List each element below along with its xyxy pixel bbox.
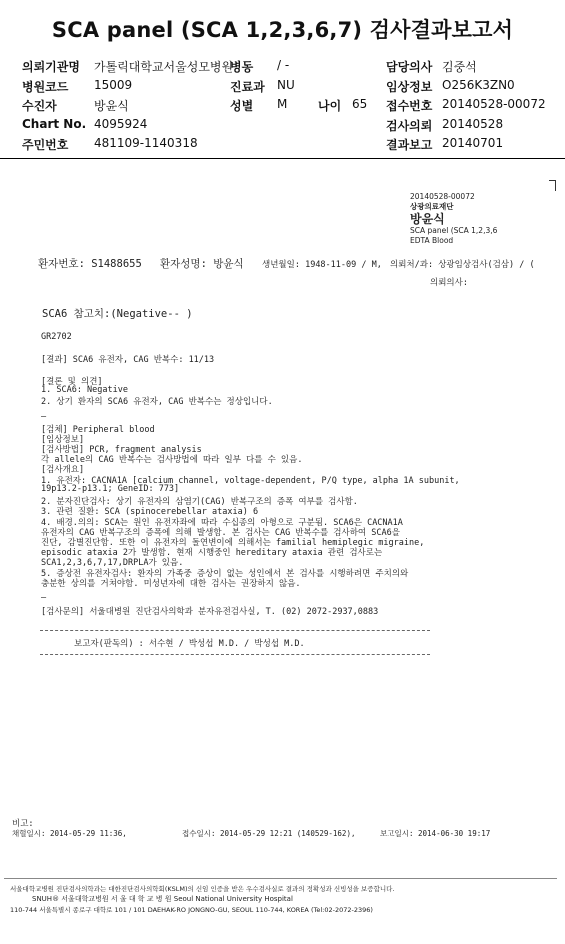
rrn-value: 481109-1140318	[94, 136, 198, 150]
patient-label: 수진자	[22, 99, 57, 113]
body-line: 2. 상기 환자의 SCA6 유전자, CAG 반복수는 정상입니다.	[41, 397, 273, 407]
sticker-name: 방윤식	[410, 212, 445, 226]
body-line: [검사문의] 서울대병원 진단검사의학과 분자유전검사실, T. (02) 2072-2937,0883	[41, 607, 379, 617]
receipt-time: 접수일시: 2014-05-29 12:21 (140529-162),	[182, 829, 356, 838]
report-date-value: 20140701	[442, 136, 504, 150]
accreditation-notice: 서울대학교병원 진단검사의학과는 대한진단검사의학회(KSLM)의 신임 인증을 받은 우수검사실로 결과의 정확성과 신빙성을 보증합니다.	[10, 885, 395, 893]
age-label: 나이	[318, 99, 342, 113]
reporter-bottom-rule	[40, 654, 430, 655]
header-divider	[0, 158, 565, 159]
report-time: 보고일시: 2014-06-30 19:17	[380, 829, 491, 838]
body-line: 2. 분자진단검사: 상기 유전자의 삼염기(CAG) 반복구조의 증폭 여부를 검사함.	[41, 497, 358, 507]
body-line: 충분한 상의를 거쳐야함. 미성년자에 대한 검사는 권장하지 않음.	[41, 579, 301, 589]
referring-org-label: 의뢰기관명	[22, 60, 80, 74]
patient-no: 환자번호: S1488655	[38, 258, 142, 270]
body-line: 3. 관련 질환: SCA (spinocerebellar ataxia) 6	[41, 507, 259, 517]
hospital-name-line: SNUH® 서울대학교병원 서 울 대 학 교 병 원 Seoul National University Hospital	[32, 895, 293, 903]
body-line: —	[41, 593, 47, 603]
gr-code: GR2702	[41, 332, 72, 342]
body-line: [임상정보]	[41, 435, 85, 445]
body-line: 19p13.2-p13.1; GeneID: 773]	[41, 484, 180, 494]
body-line: —	[41, 412, 47, 422]
body-line: SCA1,2,3,6,7,17,DRPLA가 있음.	[41, 558, 184, 568]
sex-label: 성별	[230, 99, 254, 113]
ward-value: / -	[277, 58, 290, 72]
scanned-report-image	[4, 172, 557, 940]
body-line: 각 allele의 CAG 반복수는 검사방법에 따라 일부 다를 수 있음.	[41, 455, 303, 465]
sticker-org: 상광의료재단	[410, 202, 454, 211]
age-value: 65	[352, 97, 368, 111]
body-line: 1. SCA6: Negative	[41, 385, 128, 395]
scan-corner-mark	[549, 180, 556, 191]
clinical-info-label: 임상정보	[386, 80, 433, 94]
body-line: 5. 증상전 유전자검사: 환자의 가족중 증상이 없는 성인에서 본 검사를 시행하려면 주치의와	[41, 569, 409, 579]
remark-label: 비고:	[12, 819, 34, 829]
sticker-accession: 20140528-00072	[410, 192, 475, 201]
body-line: [결론 및 의견]	[41, 377, 103, 387]
body-line: 4. 배경.의의: SCA는 원인 유전자좌에 따라 수십종의 아형으로 구분됨. SCA6은 CACNA1A	[41, 518, 403, 528]
sticker-test: SCA panel (SCA 1,2,3,6	[410, 226, 498, 235]
dept-label: 진료과	[230, 80, 265, 94]
body-line: [검체] Peripheral blood	[41, 425, 155, 435]
body-line: [검사개요]	[41, 465, 85, 475]
patient-name: 환자성명: 방윤식	[160, 258, 244, 270]
referring-org: 의뢰처/과: 상광임상검사(검삼) / (	[390, 260, 535, 270]
hospital-code-value: 15009	[94, 78, 133, 92]
hospital-code-label: 병원코드	[22, 80, 69, 94]
patient-dob: 생년월일: 1948-11-09 / M,	[262, 260, 382, 270]
accession-label: 접수번호	[386, 99, 433, 113]
body-line: episodic ataxia 2가 발생함. 현재 시행중인 hereditary ataxia 관련 검사로는	[41, 548, 383, 558]
ward-label: 병동	[230, 60, 254, 74]
referring-physician: 의뢰의사:	[430, 278, 468, 288]
referring-org-value: 가톨릭대학교서울성모병원	[94, 60, 234, 74]
sticker-specimen: EDTA Blood	[410, 236, 454, 245]
request-date-value: 20140528	[442, 117, 504, 131]
accession-value: 20140528-00072	[442, 97, 546, 111]
chart-no-value: 4095924	[94, 117, 148, 131]
rrn-label: 주민번호	[22, 138, 69, 152]
body-line: 유전자의 CAG 반복구조의 증폭에 의해 발생함. 본 검사는 CAG 반복수를 검사하여 SCA6을	[41, 528, 400, 538]
dept-value: NU	[277, 78, 295, 92]
report-date-label: 결과보고	[386, 138, 433, 152]
physician-value: 김중석	[442, 60, 477, 74]
patient-value: 방윤식	[94, 99, 129, 113]
body-line: 1. 유전자: CACNA1A [calcium channel, voltage-dependent, P/Q type, alpha 1A subunit,	[41, 476, 460, 486]
physician-label: 담당의사	[386, 60, 433, 74]
sex-value: M	[277, 97, 288, 111]
reporter-top-rule	[40, 630, 430, 631]
reference-range: SCA6 참고치:(Negative-- )	[42, 308, 193, 320]
clinical-info-value: O256K3ZN0	[442, 78, 515, 92]
hospital-address: 110-744 서울특별시 종로구 대학로 101 / 101 DAEHAK-RO JONGNO-GU, SEOUL 110-744, KOREA (Tel:02-2072-2396)	[10, 906, 373, 914]
footer-rule	[4, 878, 557, 879]
body-line: [검사방법] PCR, fragment analysis	[41, 445, 202, 455]
report-title: SCA panel (SCA 1,2,3,6,7) 검사결과보고서	[51, 18, 514, 42]
request-date-label: 검사의뢰	[386, 119, 433, 133]
collection-time: 채혈일시: 2014-05-29 11:36,	[12, 829, 127, 838]
result-line: [결과] SCA6 유전자, CAG 반복수: 11/13	[41, 355, 215, 365]
chart-no-label: Chart No.	[22, 117, 87, 131]
reporter-line: 보고자(판독의) : 서수현 / 박성섭 M.D. / 박성섭 M.D.	[74, 639, 305, 649]
body-line: 진단, 감별진단함. 또한 이 유전자의 돌연변이에 의해서는 familial hemiplegic migraine,	[41, 538, 425, 548]
